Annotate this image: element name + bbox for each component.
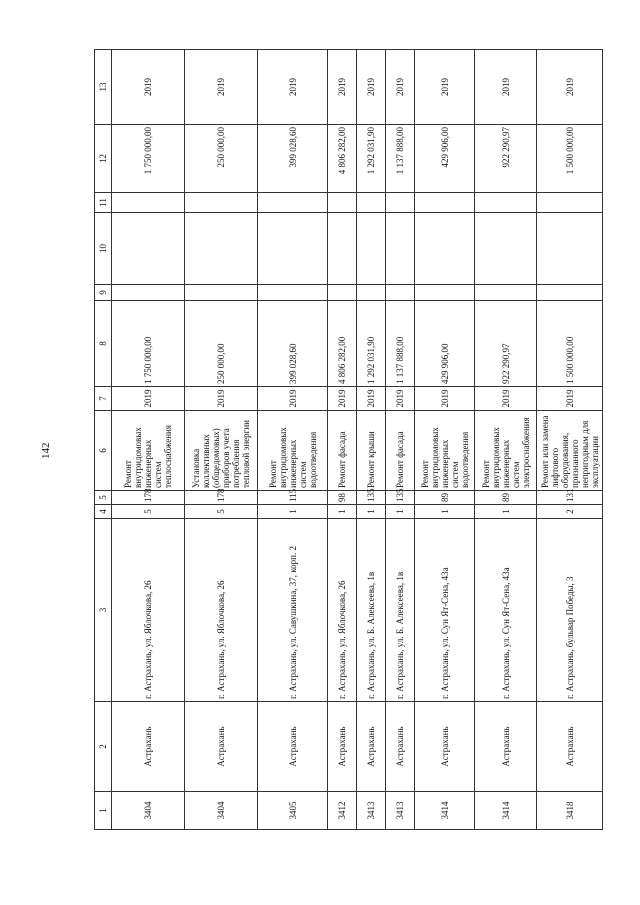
year-end: 2019 xyxy=(328,50,357,125)
address: г. Астрахань, ул. Яблочкова, 26 xyxy=(328,519,357,702)
address: г. Астрахань, ул. Сун Ят-Сена, 43а xyxy=(415,519,475,702)
col-11 xyxy=(112,193,185,213)
col-4: 5 xyxy=(185,505,258,519)
year-end: 2019 xyxy=(185,50,258,125)
col-9 xyxy=(475,285,537,301)
year-start: 2019 xyxy=(328,387,357,411)
header-col-11: 11 xyxy=(95,193,112,213)
total: 1 292 031,90 xyxy=(357,125,386,193)
year-end: 2019 xyxy=(112,50,185,125)
row-number: 3412 xyxy=(328,792,357,830)
col-5: 131 xyxy=(537,491,603,505)
work-type: Ремонт внутридомовых инженерных систем водоотведения xyxy=(258,411,328,491)
address: г. Астрахань, бульвар Победы, 3 xyxy=(537,519,603,702)
table-row xyxy=(258,50,328,830)
year-start: 2019 xyxy=(415,387,475,411)
col-4: 1 xyxy=(386,505,415,519)
col-4: 1 xyxy=(258,505,328,519)
table-viewport xyxy=(94,50,640,820)
table-row xyxy=(386,50,415,830)
year-start: 2019 xyxy=(112,387,185,411)
work-type: Ремонт фасада xyxy=(328,411,357,491)
year-start: 2019 xyxy=(537,387,603,411)
col-4: 1 xyxy=(357,505,386,519)
cost: 1 500 000,00 xyxy=(537,301,603,387)
year-start: 2019 xyxy=(386,387,415,411)
cost: 1 137 888,00 xyxy=(386,301,415,387)
total: 429 906,00 xyxy=(415,125,475,193)
header-col-1: 1 xyxy=(95,792,112,830)
col-10 xyxy=(415,213,475,285)
col-10 xyxy=(112,213,185,285)
municipality: Астрахань xyxy=(386,702,415,792)
header-col-12: 12 xyxy=(95,125,112,193)
col-4: 1 xyxy=(475,505,537,519)
header-col-5: 5 xyxy=(95,491,112,505)
year-end: 2019 xyxy=(357,50,386,125)
header-col-8: 8 xyxy=(95,301,112,387)
table-row xyxy=(537,50,603,830)
municipality: Астрахань xyxy=(415,702,475,792)
col-4: 1 xyxy=(415,505,475,519)
col-4: 2 xyxy=(537,505,603,519)
year-start: 2019 xyxy=(357,387,386,411)
header-col-2: 2 xyxy=(95,702,112,792)
address: г. Астрахань, ул. Яблочкова, 26 xyxy=(112,519,185,702)
col-4: 5 xyxy=(112,505,185,519)
col-11 xyxy=(357,193,386,213)
municipality: Астрахань xyxy=(537,702,603,792)
year-start: 2019 xyxy=(185,387,258,411)
cost: 399 028,60 xyxy=(258,301,328,387)
col-5: 178 xyxy=(112,491,185,505)
header-col-3: 3 xyxy=(95,519,112,702)
header-col-7: 7 xyxy=(95,387,112,411)
total: 1 137 888,00 xyxy=(386,125,415,193)
col-11 xyxy=(185,193,258,213)
work-type: Ремонт внутридомовых инженерных систем электроснабжения xyxy=(475,411,537,491)
data-table xyxy=(94,49,603,830)
col-11 xyxy=(328,193,357,213)
row-number: 3405 xyxy=(258,792,328,830)
table-row xyxy=(112,50,185,830)
col-9 xyxy=(537,285,603,301)
col-9 xyxy=(386,285,415,301)
table-row xyxy=(415,50,475,830)
col-5: 135 xyxy=(357,491,386,505)
year-start: 2019 xyxy=(475,387,537,411)
rotated-table-wrapper xyxy=(94,50,600,830)
municipality: Астрахань xyxy=(328,702,357,792)
total: 399 028,60 xyxy=(258,125,328,193)
address: г. Астрахань, ул. Б. Алексеева, 1в xyxy=(357,519,386,702)
header-col-9: 9 xyxy=(95,285,112,301)
header-col-13: 13 xyxy=(95,50,112,125)
col-11 xyxy=(258,193,328,213)
page-number: 142 xyxy=(40,442,52,459)
col-11 xyxy=(415,193,475,213)
col-5: 89 xyxy=(475,491,537,505)
col-5: 89 xyxy=(415,491,475,505)
col-10 xyxy=(386,213,415,285)
col-10 xyxy=(357,213,386,285)
year-end: 2019 xyxy=(475,50,537,125)
work-type: Ремонт или замена лифтового оборудования, признанного непригодным для эксплуатации xyxy=(537,411,603,491)
total: 922 290,97 xyxy=(475,125,537,193)
header-col-6: 6 xyxy=(95,411,112,491)
col-10 xyxy=(537,213,603,285)
municipality: Астрахань xyxy=(258,702,328,792)
row-number: 3413 xyxy=(386,792,415,830)
year-start: 2019 xyxy=(258,387,328,411)
cost: 250 000,00 xyxy=(185,301,258,387)
col-9 xyxy=(185,285,258,301)
col-4: 1 xyxy=(328,505,357,519)
year-end: 2019 xyxy=(386,50,415,125)
col-9 xyxy=(328,285,357,301)
col-5: 115 xyxy=(258,491,328,505)
total: 4 806 282,00 xyxy=(328,125,357,193)
header-row xyxy=(95,50,112,830)
year-end: 2019 xyxy=(258,50,328,125)
col-9 xyxy=(357,285,386,301)
cost: 429 906,00 xyxy=(415,301,475,387)
work-type: Ремонт крыши xyxy=(357,411,386,491)
table-row xyxy=(357,50,386,830)
row-number: 3404 xyxy=(112,792,185,830)
col-9 xyxy=(112,285,185,301)
total: 250 000,00 xyxy=(185,125,258,193)
total: 1 500 000,00 xyxy=(537,125,603,193)
table-row xyxy=(185,50,258,830)
work-type: Ремонт фасада xyxy=(386,411,415,491)
work-type: Установка коллективных (общедомовых) приборов учета потребления тепловой энергии xyxy=(185,411,258,491)
row-number: 3414 xyxy=(475,792,537,830)
table-row xyxy=(475,50,537,830)
year-end: 2019 xyxy=(537,50,603,125)
row-number: 3414 xyxy=(415,792,475,830)
col-9 xyxy=(415,285,475,301)
header-col-4: 4 xyxy=(95,505,112,519)
row-number: 3404 xyxy=(185,792,258,830)
col-10 xyxy=(475,213,537,285)
col-5: 135 xyxy=(386,491,415,505)
col-11 xyxy=(537,193,603,213)
col-5: 178 xyxy=(185,491,258,505)
cost: 1 750 000,00 xyxy=(112,301,185,387)
col-11 xyxy=(386,193,415,213)
col-5: 98 xyxy=(328,491,357,505)
address: г. Астрахань, ул. Яблочкова, 26 xyxy=(185,519,258,702)
cost: 4 806 282,00 xyxy=(328,301,357,387)
cost: 1 292 031,90 xyxy=(357,301,386,387)
row-number: 3418 xyxy=(537,792,603,830)
work-type: Ремонт внутридомовых инженерных систем теплоснабжения xyxy=(112,411,185,491)
address: г. Астрахань, ул. Б. Алексеева, 1в xyxy=(386,519,415,702)
address: г. Астрахань, ул. Савушкина, 37, корп. 2 xyxy=(258,519,328,702)
municipality: Астрахань xyxy=(475,702,537,792)
total: 1 750 000,00 xyxy=(112,125,185,193)
address: г. Астрахань, ул. Сун Ят-Сена, 43а xyxy=(475,519,537,702)
col-11 xyxy=(475,193,537,213)
municipality: Астрахань xyxy=(185,702,258,792)
municipality: Астрахань xyxy=(112,702,185,792)
row-number: 3413 xyxy=(357,792,386,830)
cost: 922 290,97 xyxy=(475,301,537,387)
work-type: Ремонт внутридомовых инженерных систем водоотведения xyxy=(415,411,475,491)
municipality: Астрахань xyxy=(357,702,386,792)
year-end: 2019 xyxy=(415,50,475,125)
col-10 xyxy=(185,213,258,285)
col-10 xyxy=(328,213,357,285)
table-row xyxy=(328,50,357,830)
col-10 xyxy=(258,213,328,285)
header-col-10: 10 xyxy=(95,213,112,285)
col-9 xyxy=(258,285,328,301)
